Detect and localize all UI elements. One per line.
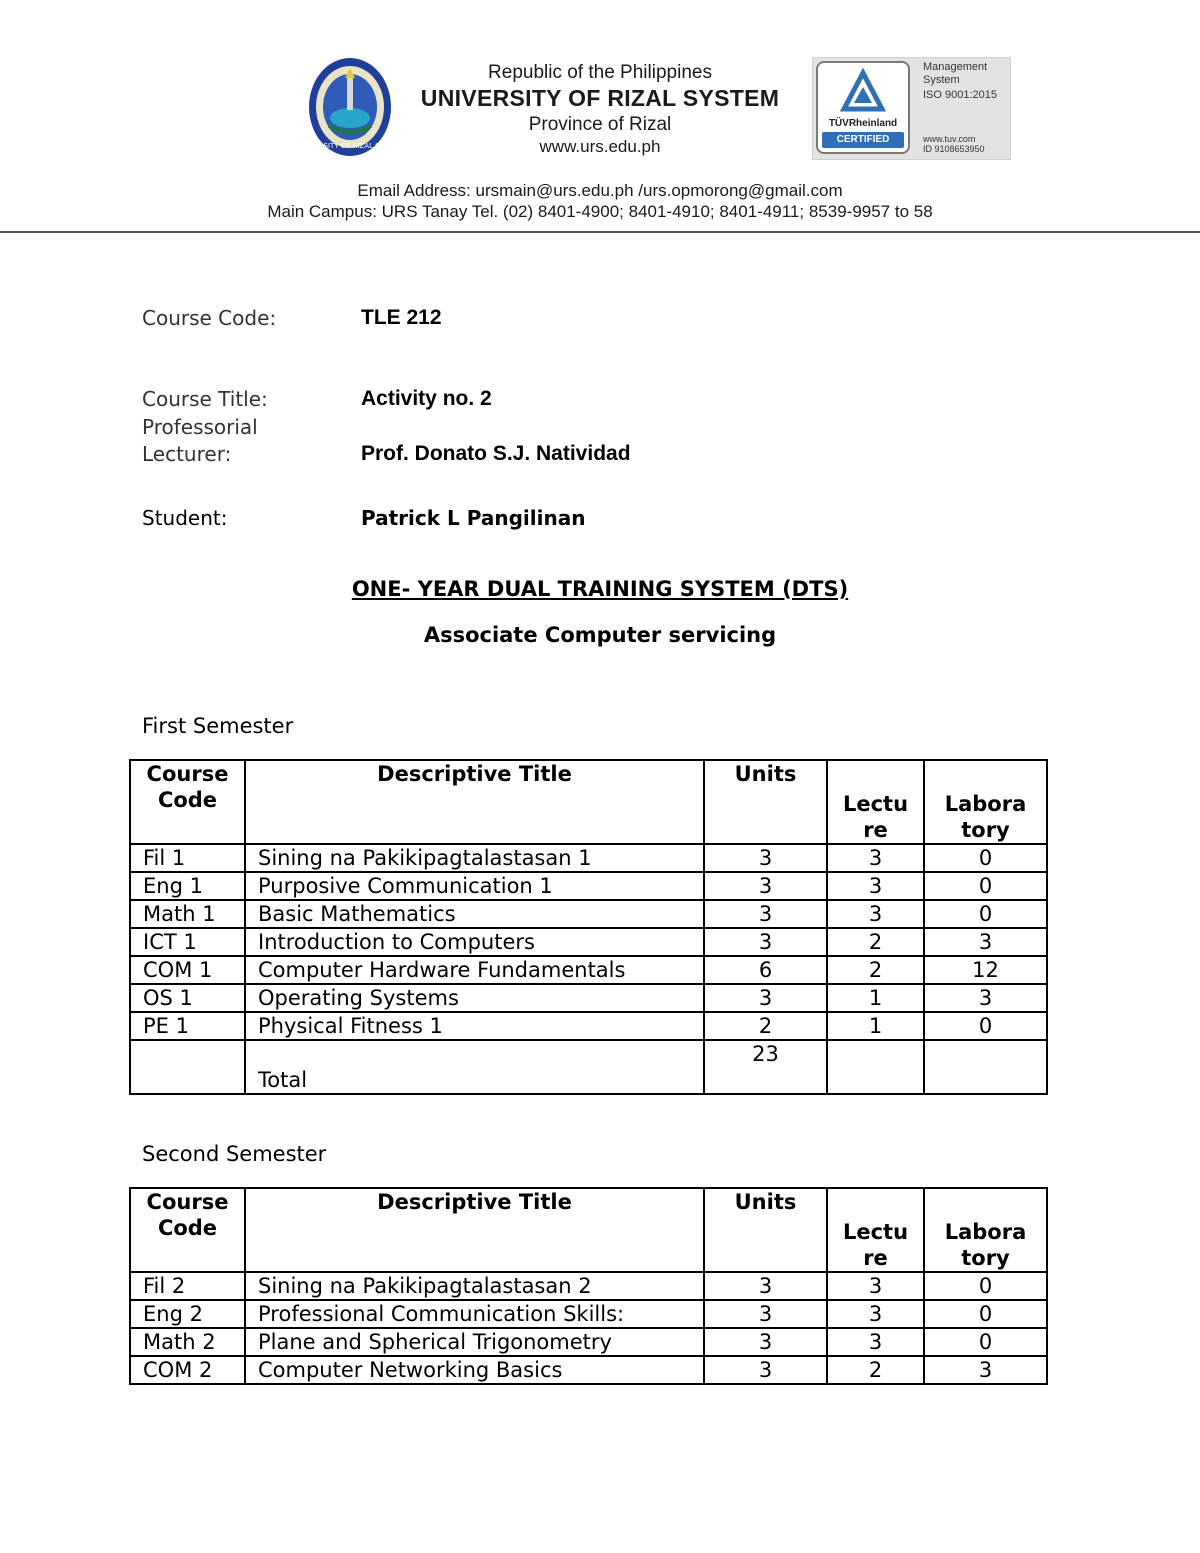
lecture-cell: 2 (827, 1356, 924, 1384)
course-code-cell: ICT 1 (130, 928, 245, 956)
units-cell: 3 (704, 1328, 827, 1356)
lecture-cell: 3 (827, 1272, 924, 1300)
table-header-row (130, 760, 1047, 844)
course-row (130, 844, 1047, 872)
course-code-cell: Math 2 (130, 1328, 245, 1356)
second-semester-table (129, 1187, 1048, 1385)
course-code-cell: PE 1 (130, 1012, 245, 1040)
course-code-cell: COM 1 (130, 956, 245, 984)
laboratory-cell: 0 (924, 900, 1047, 928)
laboratory-cell: 0 (924, 1272, 1047, 1300)
course-row (130, 956, 1047, 984)
descriptive-title-cell: Introduction to Computers (245, 928, 704, 956)
website-text: www.urs.edu.ph (539, 137, 661, 156)
course-code-cell: COM 2 (130, 1356, 245, 1384)
units-cell: 3 (704, 844, 827, 872)
campus-info: Main Campus: URS Tanay Tel. (02) 8401-4900; 8401-4910; 8401-4911; 8539-9957 to 58 (267, 202, 933, 221)
descriptive-title-cell: Sining na Pakikipagtalastasan 2 (245, 1272, 704, 1300)
course-title-value: Activity no. 2 (361, 387, 492, 410)
republic-text: Republic of the Philippines (488, 62, 712, 83)
first-semester-table (129, 759, 1048, 1095)
course-row (130, 900, 1047, 928)
certified-label: CERTIFIED (822, 132, 904, 148)
course-code-cell: Math 1 (130, 900, 245, 928)
total-lab-cell (924, 1040, 1047, 1094)
course-code-cell: OS 1 (130, 984, 245, 1012)
course-code-cell: Eng 1 (130, 872, 245, 900)
descriptive-title-cell: Purposive Communication 1 (245, 872, 704, 900)
descriptive-title-cell: Computer Hardware Fundamentals (245, 956, 704, 984)
lecture-cell: 3 (827, 844, 924, 872)
laboratory-cell: 0 (924, 1012, 1047, 1040)
col-header-course-code: Course Code (130, 1188, 245, 1272)
course-code-cell: Eng 2 (130, 1300, 245, 1328)
laboratory-cell: 3 (924, 984, 1047, 1012)
iso-line-2: System (923, 74, 960, 86)
iso-certification-badge (812, 57, 1011, 160)
lecture-cell: 3 (827, 900, 924, 928)
course-code-cell: Fil 1 (130, 844, 245, 872)
student-label: Student: (142, 506, 228, 530)
course-code-cell: Fil 2 (130, 1272, 245, 1300)
lecturer-label-line2: Lecturer: (142, 442, 232, 466)
course-title-label: Course Title: (142, 387, 268, 411)
col-header-descriptive-title: Descriptive Title (245, 1188, 704, 1272)
col-header-units: Units (704, 760, 827, 844)
lecture-cell: 1 (827, 1012, 924, 1040)
col-header-lecture: Lectu re (827, 760, 924, 844)
units-cell: 6 (704, 956, 827, 984)
total-empty-cell (130, 1040, 245, 1094)
course-row (130, 1012, 1047, 1040)
lecturer-label-line1: Professorial (142, 415, 258, 439)
laboratory-cell: 12 (924, 956, 1047, 984)
course-row (130, 1356, 1047, 1384)
course-code-value: TLE 212 (361, 306, 442, 329)
email-address: Email Address: ursmain@urs.edu.ph /urs.opmorong@gmail.com (357, 181, 843, 200)
lecture-cell: 1 (827, 984, 924, 1012)
laboratory-cell: 3 (924, 1356, 1047, 1384)
course-row (130, 872, 1047, 900)
descriptive-title-cell: Physical Fitness 1 (245, 1012, 704, 1040)
first-semester-label: First Semester (142, 714, 294, 738)
descriptive-title-cell: Professional Communication Skills: (245, 1300, 704, 1328)
total-units: 23 (704, 1040, 827, 1094)
laboratory-cell: 0 (924, 1300, 1047, 1328)
course-row (130, 1300, 1047, 1328)
descriptive-title-cell: Sining na Pakikipagtalastasan 1 (245, 844, 704, 872)
units-cell: 3 (704, 900, 827, 928)
lecture-cell: 2 (827, 956, 924, 984)
descriptive-title-cell: Plane and Spherical Trigonometry (245, 1328, 704, 1356)
tuv-brand-text: TÜVRheinland (828, 118, 898, 129)
units-cell: 3 (704, 1356, 827, 1384)
col-header-lecture: Lectu re (827, 1188, 924, 1272)
iso-line-4: www.tuv.com (923, 134, 976, 144)
units-cell: 3 (704, 928, 827, 956)
iso-line-1: Management (923, 61, 988, 73)
course-row (130, 1272, 1047, 1300)
units-cell: 3 (704, 1272, 827, 1300)
header-divider (0, 231, 1200, 233)
lecture-cell: 3 (827, 872, 924, 900)
laboratory-cell: 3 (924, 928, 1047, 956)
university-seal-logo (296, 56, 404, 158)
tuv-triangle-icon (842, 71, 884, 115)
laboratory-cell: 0 (924, 1328, 1047, 1356)
iso-line-5: ID 9108653950 (923, 144, 985, 154)
descriptive-title-cell: Basic Mathematics (245, 900, 704, 928)
province-text: Province of Rizal (528, 114, 672, 135)
course-row (130, 1328, 1047, 1356)
lecture-cell: 3 (827, 1328, 924, 1356)
course-row (130, 984, 1047, 1012)
lecture-cell: 3 (827, 1300, 924, 1328)
svg-text:UNIVERSITY OF RIZAL SYSTEM: UNIVERSITY OF RIZAL SYSTEM (296, 142, 404, 150)
program-subtitle: Associate Computer servicing (423, 623, 777, 647)
lecture-cell: 2 (827, 928, 924, 956)
program-title: ONE- YEAR DUAL TRAINING SYSTEM (DTS) (351, 577, 849, 601)
col-header-course-code: Course Code (130, 760, 245, 844)
total-label: Total (245, 1040, 704, 1094)
university-name: UNIVERSITY OF RIZAL SYSTEM (420, 85, 780, 111)
units-cell: 2 (704, 1012, 827, 1040)
laboratory-cell: 0 (924, 844, 1047, 872)
student-value: Patrick L Pangilinan (361, 506, 586, 530)
course-row (130, 928, 1047, 956)
units-cell: 3 (704, 872, 827, 900)
second-semester-label: Second Semester (142, 1142, 327, 1166)
col-header-descriptive-title: Descriptive Title (245, 760, 704, 844)
lecturer-value: Prof. Donato S.J. Natividad (361, 442, 631, 465)
descriptive-title-cell: Computer Networking Basics (245, 1356, 704, 1384)
table-header-row (130, 1188, 1047, 1272)
iso-line-3: ISO 9001:2015 (923, 89, 998, 101)
col-header-laboratory: Labora tory (924, 760, 1047, 844)
col-header-laboratory: Labora tory (924, 1188, 1047, 1272)
course-code-label: Course Code: (142, 306, 277, 330)
laboratory-cell: 0 (924, 872, 1047, 900)
col-header-units: Units (704, 1188, 827, 1272)
units-cell: 3 (704, 1300, 827, 1328)
units-cell: 3 (704, 984, 827, 1012)
descriptive-title-cell: Operating Systems (245, 984, 704, 1012)
total-lecture-cell (827, 1040, 924, 1094)
total-row (130, 1040, 1047, 1094)
